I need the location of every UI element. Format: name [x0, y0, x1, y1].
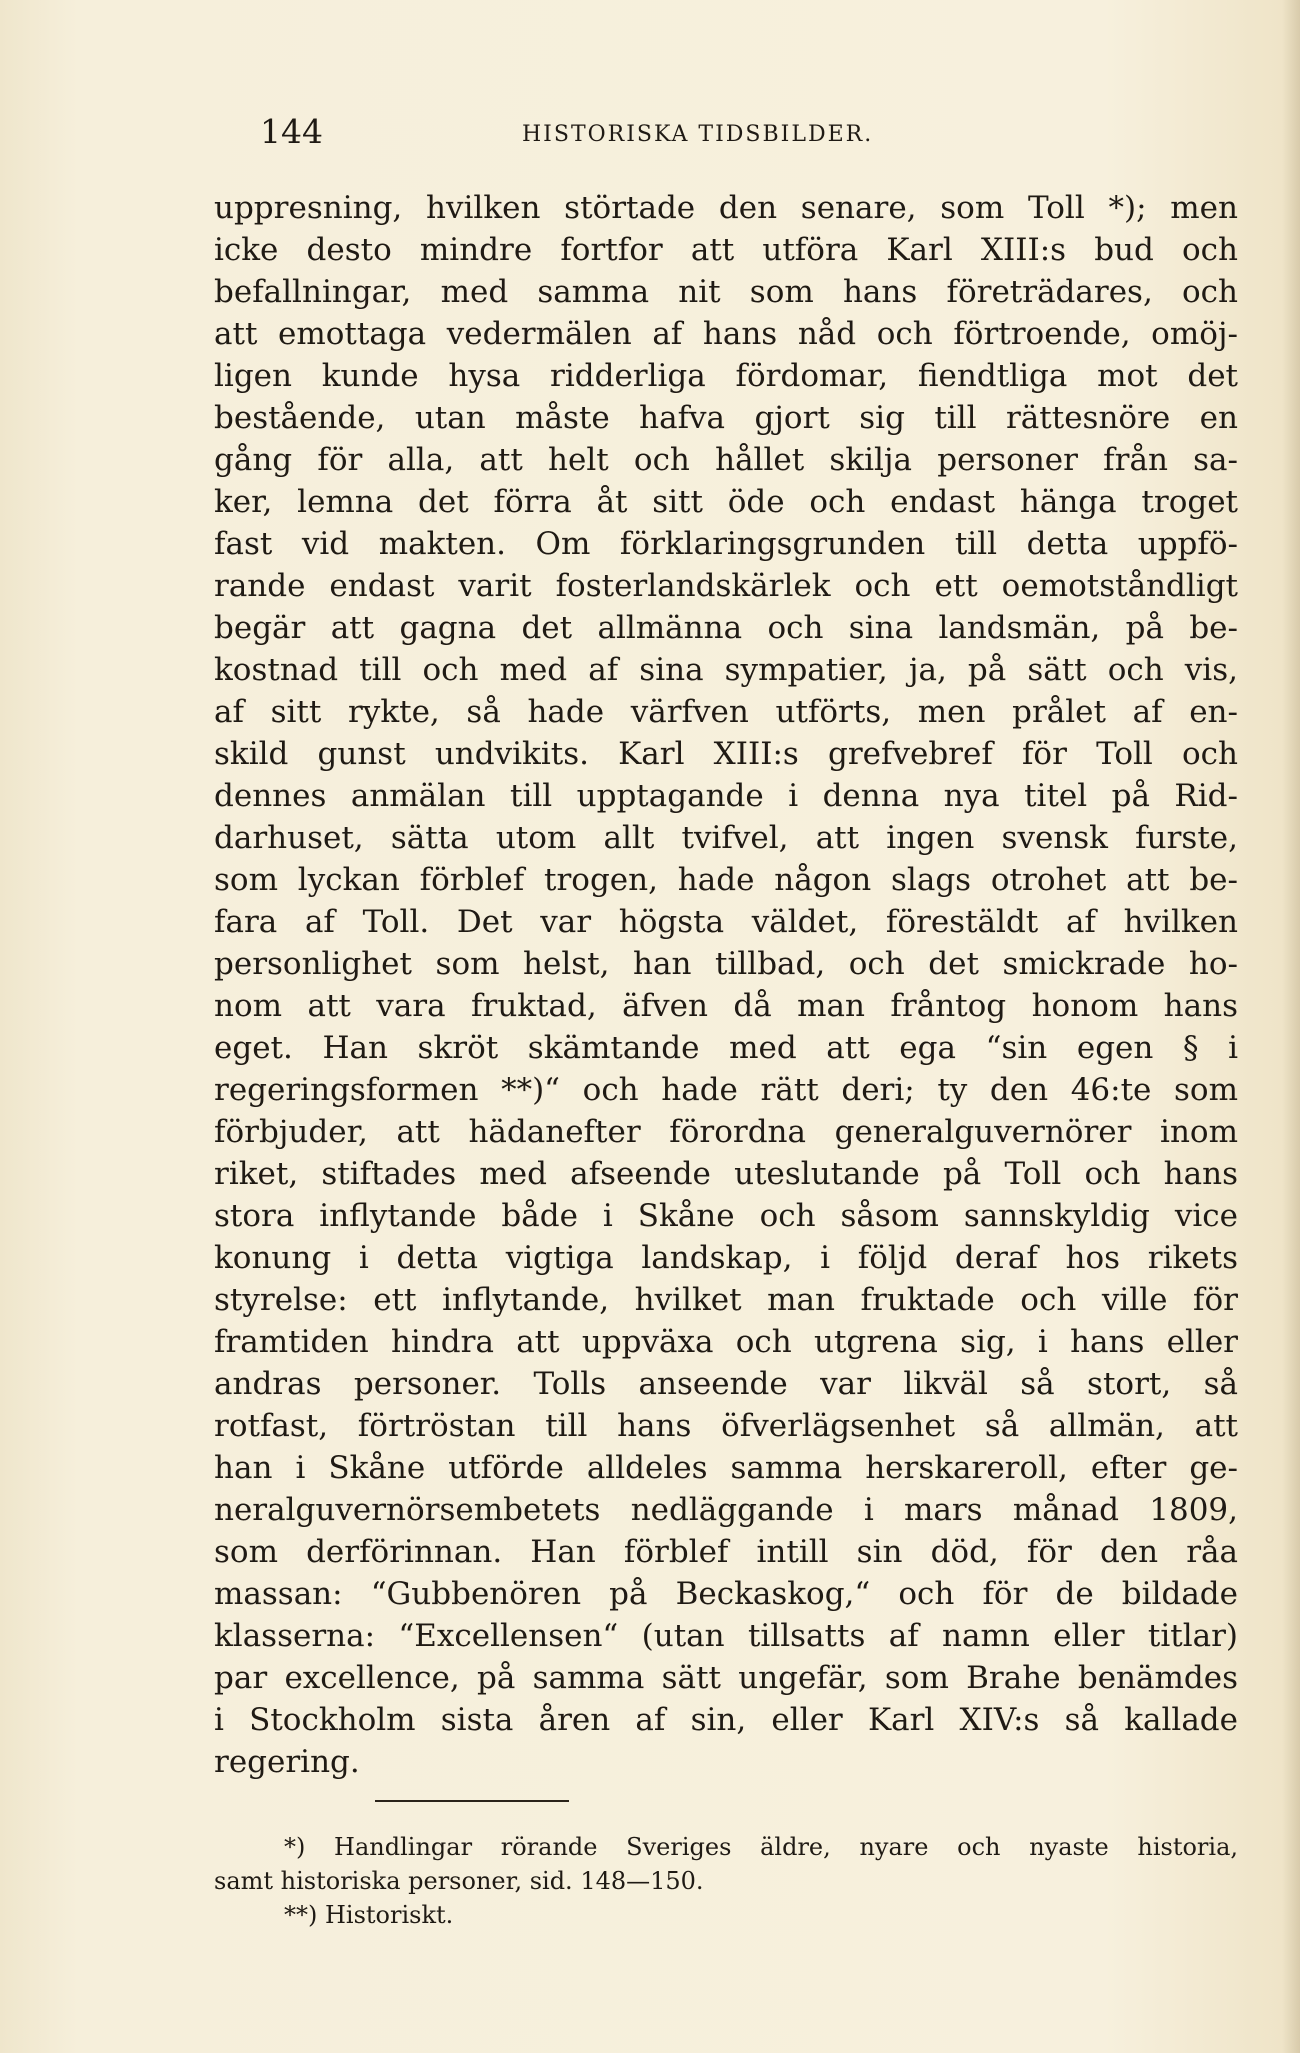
- text-line: skild gunst undvikits. Karl XIII:s grefvebref för Toll och: [214, 736, 1238, 772]
- text-line: kostnad till och med af sina sympatier, ja, på sätt och vis,: [214, 652, 1238, 688]
- footnote: samt historiska personer, sid. 148—150.: [214, 1867, 704, 1895]
- text-line: begär att gagna det allmänna och sina landsmän, på be-: [214, 610, 1238, 646]
- text-line: massan: “Gubbenören på Beckaskog,“ och för de bildade: [214, 1576, 1238, 1612]
- text-line: neralguvernörsembetets nedläggande i mars månad 1809,: [214, 1492, 1238, 1528]
- footnote: **) Historiskt.: [284, 1901, 454, 1929]
- footnotes: [214, 1830, 1238, 1932]
- text-line: nom att vara fruktad, äfven då man fråntog honom hans: [214, 988, 1238, 1024]
- text-line: som derförinnan. Han förblef intill sin död, för den råa: [214, 1534, 1238, 1570]
- body-text: [214, 187, 1238, 1783]
- text-line: personlighet som helst, han tillbad, och det smickrade ho-: [214, 946, 1238, 982]
- text-line: i Stockholm sista åren af sin, eller Karl XIV:s så kallade: [214, 1702, 1238, 1738]
- footnote-divider: [375, 1800, 569, 1802]
- text-line: ligen kunde hysa ridderliga fördomar, fiendtliga mot det: [214, 358, 1238, 394]
- text-line: riket, stiftades med afseende uteslutande på Toll och hans: [214, 1156, 1238, 1192]
- text-line: regeringsformen **)“ och hade rätt deri; ty den 46:te som: [214, 1072, 1238, 1108]
- text-line: att emottaga vedermälen af hans nåd och förtroende, omöj-: [214, 316, 1238, 352]
- page-number: 144: [260, 112, 323, 151]
- text-line: darhuset, sätta utom allt tvifvel, att ingen svensk furste,: [214, 820, 1238, 856]
- text-line: fast vid makten. Om förklaringsgrunden till detta uppfö-: [214, 526, 1238, 562]
- text-line: förbjuder, att hädanefter förordna generalguvernörer inom: [214, 1114, 1238, 1150]
- text-line: styrelse: ett inflytande, hvilket man fruktade och ville för: [214, 1282, 1238, 1318]
- running-head: HISTORISKA TIDSBILDER.: [522, 122, 874, 147]
- text-line: ker, lemna det förra åt sitt öde och endast hänga troget: [214, 484, 1238, 520]
- text-line: bestående, utan måste hafva gjort sig till rättesnöre en: [214, 400, 1238, 436]
- text-line: framtiden hindra att uppväxa och utgrena sig, i hans eller: [214, 1324, 1238, 1360]
- text-line: regering.: [214, 1744, 360, 1780]
- text-line: klasserna: “Excellensen“ (utan tillsatts af namn eller titlar): [214, 1618, 1238, 1654]
- text-line: rotfast, förtröstan till hans öfverlägsenhet så allmän, att: [214, 1408, 1238, 1444]
- text-line: befallningar, med samma nit som hans företrädares, och: [214, 274, 1238, 310]
- text-line: han i Skåne utförde alldeles samma herskareroll, efter ge-: [214, 1450, 1238, 1486]
- text-line: fara af Toll. Det var högsta väldet, förestäldt af hvilken: [214, 904, 1238, 940]
- text-line: stora inflytande både i Skåne och såsom sannskyldig vice: [214, 1198, 1238, 1234]
- text-line: gång för alla, att helt och hållet skilja personer från sa-: [214, 442, 1238, 478]
- footnote: *) Handlingar rörande Sveriges äldre, nyare och nyaste historia,: [284, 1833, 1238, 1861]
- text-line: dennes anmälan till upptagande i denna nya titel på Rid-: [214, 778, 1238, 814]
- text-line: som lyckan förblef trogen, hade någon slags otrohet att be-: [214, 862, 1238, 898]
- text-line: par excellence, på samma sätt ungefär, som Brahe benämdes: [214, 1660, 1238, 1696]
- text-line: icke desto mindre fortfor att utföra Karl XIII:s bud och: [214, 232, 1238, 268]
- text-line: af sitt rykte, så hade värfven utförts, men prålet af en-: [214, 694, 1238, 730]
- text-line: eget. Han skröt skämtande med att ega “sin egen § i: [214, 1030, 1238, 1066]
- text-line: konung i detta vigtiga landskap, i följd deraf hos rikets: [214, 1240, 1238, 1276]
- text-line: rande endast varit fosterlandskärlek och ett oemotståndligt: [214, 568, 1238, 604]
- page-header: [212, 110, 1232, 160]
- text-line: andras personer. Tolls anseende var likväl så stort, så: [214, 1366, 1238, 1402]
- page-edge-shadow: [1282, 0, 1300, 2053]
- text-line: uppresning, hvilken störtade den senare, som Toll *); men: [214, 190, 1238, 226]
